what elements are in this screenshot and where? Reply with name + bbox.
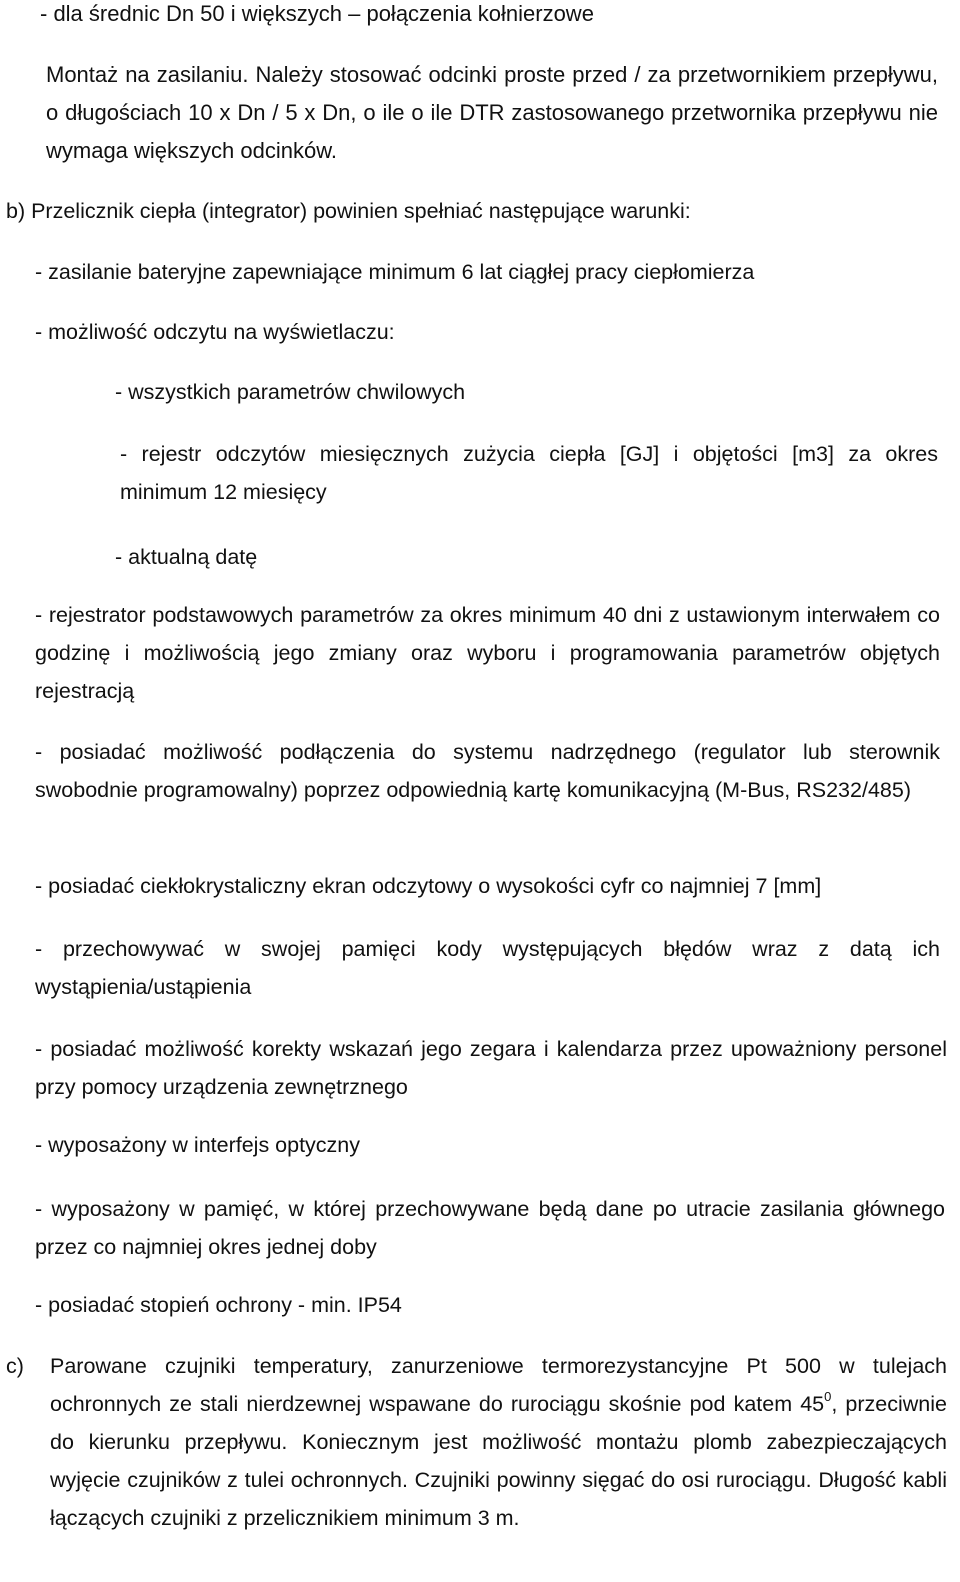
list-item-error-codes: - przechowywać w swojej pamięci kody występujących błędów wraz z datą ich wystąpienia/ustąpienia — [35, 937, 940, 999]
sublist-item-register: - rejestr odczytów miesięcznych zużycia ciepła [GJ] i objętości [m3] za okres minimum 12 miesięcy — [120, 442, 938, 504]
list-item-ip-rating: - posiadać stopień ochrony - min. IP54 — [35, 1293, 402, 1317]
list-item-display: - możliwość odczytu na wyświetlaczu: — [35, 320, 395, 344]
list-item-master-system: - posiadać możliwość podłączenia do systemu nadrzędnego (regulator lub sterownik swobodnie programowalny) poprzez odpowiednią kartę komunikacyjną (M-Bus, RS232/485) — [35, 740, 940, 802]
sublist-item-date: - aktualną datę — [115, 545, 258, 569]
list-item-clock-correction: - posiadać możliwość korekty wskazań jego zegara i kalendarza przez upoważniony personel przy pomocy urządzenia zewnętrznego — [35, 1037, 947, 1099]
section-c-paragraph — [50, 1347, 947, 1537]
paragraph-mounting: Montaż na zasilaniu. Należy stosować odcinki proste przed / za przetwornikiem przepływu, o długościach 10 x Dn / 5 x Dn, o ile o ile DTR zastosowanego przetwornika przepływu nie wymaga większych odcinków. — [46, 62, 938, 163]
section-c-text-part2: , przeciwnie do kierunku przepływu. Koniecznym jest możliwość montażu plomb zabezpieczających wyjęcie czujników z tulei ochronnych. Czujniki powinny sięgać do osi rurociągu. Długość kabli łączących czujniki z przelicznikiem minimum 3 m. — [50, 1392, 947, 1530]
list-item-battery: - zasilanie bateryjne zapewniające minimum 6 lat ciągłej pracy ciepłomierza — [35, 260, 755, 284]
list-item-memory: - wyposażony w pamięć, w której przechowywane będą dane po utracie zasilania głównego przez co najmniej okres jednej doby — [35, 1197, 945, 1259]
section-b-heading: b) Przelicznik ciepła (integrator) powinien spełniać następujące warunki: — [6, 199, 691, 223]
list-item-lcd: - posiadać ciekłokrystaliczny ekran odczytowy o wysokości cyfr co najmniej 7 [mm] — [35, 874, 822, 898]
section-c-label: c) — [6, 1354, 24, 1378]
list-item-recorder: - rejestrator podstawowych parametrów za okres minimum 40 dni z ustawionym interwałem co godzinę i możliwością jego zmiany oraz wyboru i programowania parametrów objętych rejestracją — [35, 603, 940, 703]
degree-superscript: 0 — [824, 1388, 832, 1404]
text-line-flange-connections: - dla średnic Dn 50 i większych – połączenia kołnierzowe — [40, 1, 594, 26]
section-c-text-part1: Parowane czujniki temperatury, zanurzeniowe termorezystancyjne Pt 500 w tulejach ochronnych ze stali nierdzewnej wspawane do rurociągu skośnie pod katem 45 — [50, 1354, 947, 1416]
list-item-optical-interface: - wyposażony w interfejs optyczny — [35, 1133, 361, 1157]
sublist-item-parameters: - wszystkich parametrów chwilowych — [115, 380, 466, 404]
